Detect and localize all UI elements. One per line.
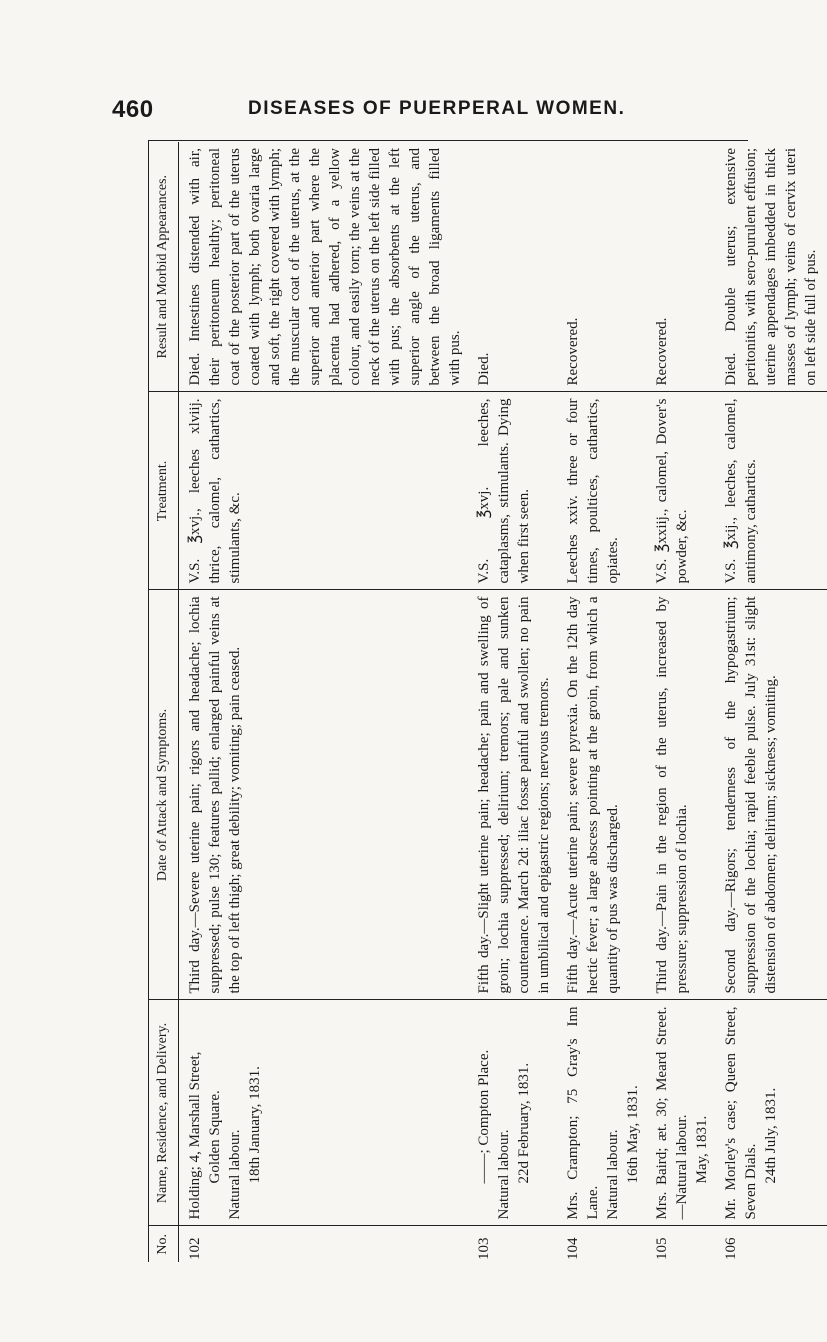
- patient-name: ——; Compton Place.: [476, 1049, 492, 1184]
- patient-name: Holding; 4, Marshall Street,: [187, 1051, 203, 1220]
- case-number: 106: [723, 1237, 739, 1260]
- result: Recovered.: [649, 142, 718, 392]
- table-border-top: [148, 140, 748, 141]
- delivery-type: Natural labour.: [227, 1129, 243, 1220]
- case-number: 103: [476, 1237, 492, 1260]
- patient-details: [649, 1000, 718, 1226]
- case-number: 105: [654, 1237, 670, 1260]
- case-table: [148, 142, 827, 1262]
- patient-details: [560, 1000, 649, 1226]
- symptoms: Fifth day.—Slight uterine pain; headache; pain and swelling of groin; lochia suppressed; delirium; tremors; pale and sunken countenance. March 2d: iliac fossæ painful and swollen; no pain in umbilical and epigastric regions; nervous tremors.: [471, 590, 560, 1000]
- col-header-no: No.: [148, 1226, 179, 1262]
- table-row: [179, 142, 472, 1262]
- symptoms: Fifth day.—Acute uterine pain; severe pyrexia. On the 12th day hectic fever; a large abscess pointing at the groin, from which a quantity of pus was discharged.: [560, 590, 649, 1000]
- col-header-name: Name, Residence, and Delivery.: [148, 1000, 179, 1226]
- table-row: [471, 142, 560, 1262]
- result: Died. Double uterus; extensive peritonitis, with sero-purulent effusion; uterine appendages imbedded in thick masses of lymph; veins of cervix uteri on left side full of pus.: [718, 142, 827, 392]
- patient-residence: Golden Square.: [207, 1090, 223, 1184]
- case-table-rotated: [148, 142, 819, 1262]
- symptoms: Second day.—Rigors; tenderness of the hypogastrium; suppression of the lochia; rapid feeble pulse. July 31st: slight distension of abdomen; delirium; sickness; vomiting.: [718, 590, 827, 1000]
- delivery-type: Natural labour.: [605, 1129, 621, 1220]
- col-header-treatment: Treatment.: [148, 392, 179, 590]
- col-header-result: Result and Morbid Appearances.: [148, 142, 179, 392]
- patient-name: Mr. Morley's case; Queen Street, Seven Dials.: [723, 1006, 759, 1220]
- table-row: [649, 142, 718, 1262]
- delivery-type: Natural labour.: [496, 1129, 512, 1220]
- page-header: [0, 96, 800, 132]
- delivery-date: 24th July, 1831.: [763, 1087, 779, 1184]
- delivery-date: 22d February, 1831.: [516, 1062, 532, 1184]
- case-number: 104: [565, 1237, 581, 1260]
- symptoms: Third day.—Pain in the region of the uterus, increased by pressure; suppression of lochia.: [649, 590, 718, 1000]
- case-number: 102: [187, 1237, 203, 1260]
- col-header-date: Date of Attack and Symptoms.: [148, 590, 179, 1000]
- patient-name: Mrs. Baird; æt. 30; Meard Street.—Natural labour.: [654, 1006, 690, 1220]
- treatment: V.S. ℥xvj., leeches xlviij. thrice, calomel, cathartics, stimulants, &c.: [179, 392, 472, 590]
- result-text: Died.: [476, 352, 492, 386]
- page-number: 460: [112, 96, 154, 123]
- result: [471, 142, 560, 392]
- treatment: V.S. ℥xvj. leeches, cataplasms, stimulants. Dying when first seen.: [471, 392, 560, 590]
- running-title: DISEASES OF PUERPERAL WOMEN.: [248, 98, 626, 119]
- table-row: [718, 142, 827, 1262]
- patient-name: Mrs. Crampton; 75 Gray's Inn Lane.: [565, 1006, 601, 1220]
- symptoms: Third day.—Severe uterine pain; rigors and headache; lochia suppressed; pulse 130; features pallid; enlarged painful veins at the top of left thigh; great debility; vomiting; pain ceased.: [179, 590, 472, 1000]
- result: Recovered.: [560, 142, 649, 392]
- result-text: Died. Intestines distended with air, their peritoneum healthy; peritoneal coat of the posterior part of the uterus coated with lymph; both ovaria large and soft, the right covered with lymph; the muscular coat of the uterus, at the superior and anterior part where the placenta had adhered, of a yellow colour, and easily torn; the veins at the neck of the uterus on the left side filled with pus; the absorbents at the left superior angle of the uterus, and between the broad ligaments filled with pus.: [187, 148, 463, 386]
- table-header-row: [148, 142, 179, 1262]
- table-row: [560, 142, 649, 1262]
- treatment: V.S. ℥xxiij., calomel, Dover's powder, &c.: [649, 392, 718, 590]
- patient-details: [718, 1000, 827, 1226]
- treatment: Leeches xxiv. three or four times, poultices, cathartics, opiates.: [560, 392, 649, 590]
- patient-details: [471, 1000, 560, 1226]
- patient-details: [179, 1000, 472, 1226]
- delivery-date: 16th May, 1831.: [625, 1085, 641, 1184]
- delivery-date: 18th January, 1831.: [247, 1066, 263, 1184]
- result: [179, 142, 472, 392]
- delivery-date: May, 1831.: [694, 1115, 710, 1184]
- treatment: V.S. ℥xij., leeches, calomel, antimony, cathartics.: [718, 392, 827, 590]
